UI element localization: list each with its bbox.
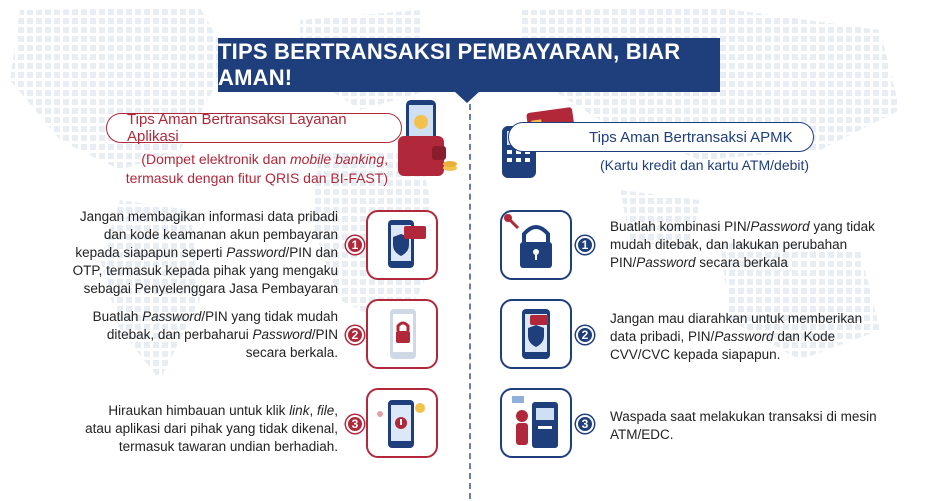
tip-line: dan kode keamanan akun pembayaran <box>103 227 338 242</box>
left-sub-text-a: (Dompet elektronik dan <box>141 151 290 167</box>
phone-shield-card-icon <box>368 212 436 278</box>
atm-machine-icon <box>502 390 570 456</box>
tip-number-badge: 2 <box>576 326 594 344</box>
right-tip-3-card <box>500 388 572 458</box>
right-tip-3-text <box>610 408 910 444</box>
tip-line-part: Password <box>226 245 286 260</box>
tip-line-part: Password <box>750 219 810 234</box>
tip-number-badge: 1 <box>576 236 594 254</box>
right-section-subtitle: (Kartu kredit dan kartu ATM/debit) <box>600 157 810 173</box>
tip-line-part: link <box>289 403 310 418</box>
tip-line-part: PIN/ <box>610 255 637 270</box>
tip-line-part: Password <box>636 255 696 270</box>
tip-line: Jangan membagikan informasi data pribadi <box>79 209 338 224</box>
tip-line-part: Buatlah kombinasi PIN/ <box>610 219 751 234</box>
right-section-heading <box>508 122 814 152</box>
tip-line-part: secara berkala <box>695 255 788 270</box>
tip-line-part: yang tidak <box>809 219 875 234</box>
right-tip-1-card <box>500 210 572 280</box>
phone-warning-icon <box>368 390 436 456</box>
tip-number-badge: 3 <box>576 415 594 433</box>
tip-line-part: dan Kode <box>773 329 836 344</box>
tip-line: sebagai Penyelenggara Jasa Pembayaran <box>83 281 338 296</box>
tip-line-part: Password <box>714 329 774 344</box>
tip-line: secara berkala. <box>245 345 338 360</box>
column-divider <box>469 104 471 499</box>
right-tip-1-text <box>610 218 910 272</box>
tip-line-part: , <box>334 403 338 418</box>
tip-line-part: , <box>309 403 317 418</box>
left-sub-text-b: mobile banking <box>289 151 385 167</box>
tip-line-part: /PIN dan <box>285 245 338 260</box>
tip-line-part: kepada siapapun seperti <box>75 245 227 260</box>
tip-line-part: file <box>316 403 335 418</box>
tip-line-part: Hiraukan himbauan untuk klik <box>108 403 290 418</box>
tip-number-badge: 3 <box>346 415 364 433</box>
tip-line: ATM/EDC. <box>610 427 674 442</box>
left-section-subtitle <box>104 150 388 188</box>
phone-shield-user-icon <box>502 301 570 367</box>
left-sub-line2: termasuk dengan fitur QRIS dan BI-FAST) <box>125 170 388 186</box>
phone-lock-icon <box>368 301 436 367</box>
left-section-heading <box>106 113 402 143</box>
left-tip-2-card <box>366 299 438 369</box>
tip-line: CVV/CVC kepada siapapun. <box>610 347 781 362</box>
left-sub-text-c: , <box>384 151 388 167</box>
tip-number-badge: 1 <box>346 236 364 254</box>
left-tip-2-text <box>70 308 338 362</box>
tip-line-part: Password <box>142 309 202 324</box>
tip-line: termasuk tawaran undian berhadiah. <box>118 439 338 454</box>
padlock-key-icon <box>502 212 570 278</box>
tip-line: OTP, termasuk kepada pihak yang mengaku <box>72 263 338 278</box>
left-heading-text: Tips Aman Bertransaksi Layanan Aplikasi <box>127 111 347 145</box>
tip-line-part: Password <box>252 327 312 342</box>
tip-line: atau aplikasi dari pihak yang tidak dikenal, <box>85 421 338 436</box>
tip-line-part: ditebak, dan perbaharui <box>106 327 253 342</box>
right-heading-text: Tips Aman Bertransaksi APMK <box>589 128 793 146</box>
right-tip-2-card <box>500 299 572 369</box>
tip-line: mudah ditebak, dan lakukan perubahan <box>610 237 848 252</box>
tip-line-part: /PIN yang tidak mudah <box>201 309 338 324</box>
tip-line: Jangan mau diarahkan untuk memberikan <box>610 311 863 326</box>
tip-number-badge: 2 <box>346 326 364 344</box>
left-tip-1-text <box>60 208 338 298</box>
left-tip-3-text <box>60 402 338 456</box>
left-tip-3-card <box>366 388 438 458</box>
tip-line-part: /PIN <box>311 327 338 342</box>
phone-wallet-icon <box>392 96 462 184</box>
right-tip-2-text <box>610 310 910 364</box>
page-title: TIPS BERTRANSAKSI PEMBAYARAN, BIAR AMAN! <box>218 38 720 92</box>
tip-line: Waspada saat melakukan transaksi di mesin <box>610 409 877 424</box>
tip-line-part: Buatlah <box>92 309 143 324</box>
tip-line-part: data pribadi, PIN/ <box>610 329 715 344</box>
left-tip-1-card <box>366 210 438 280</box>
